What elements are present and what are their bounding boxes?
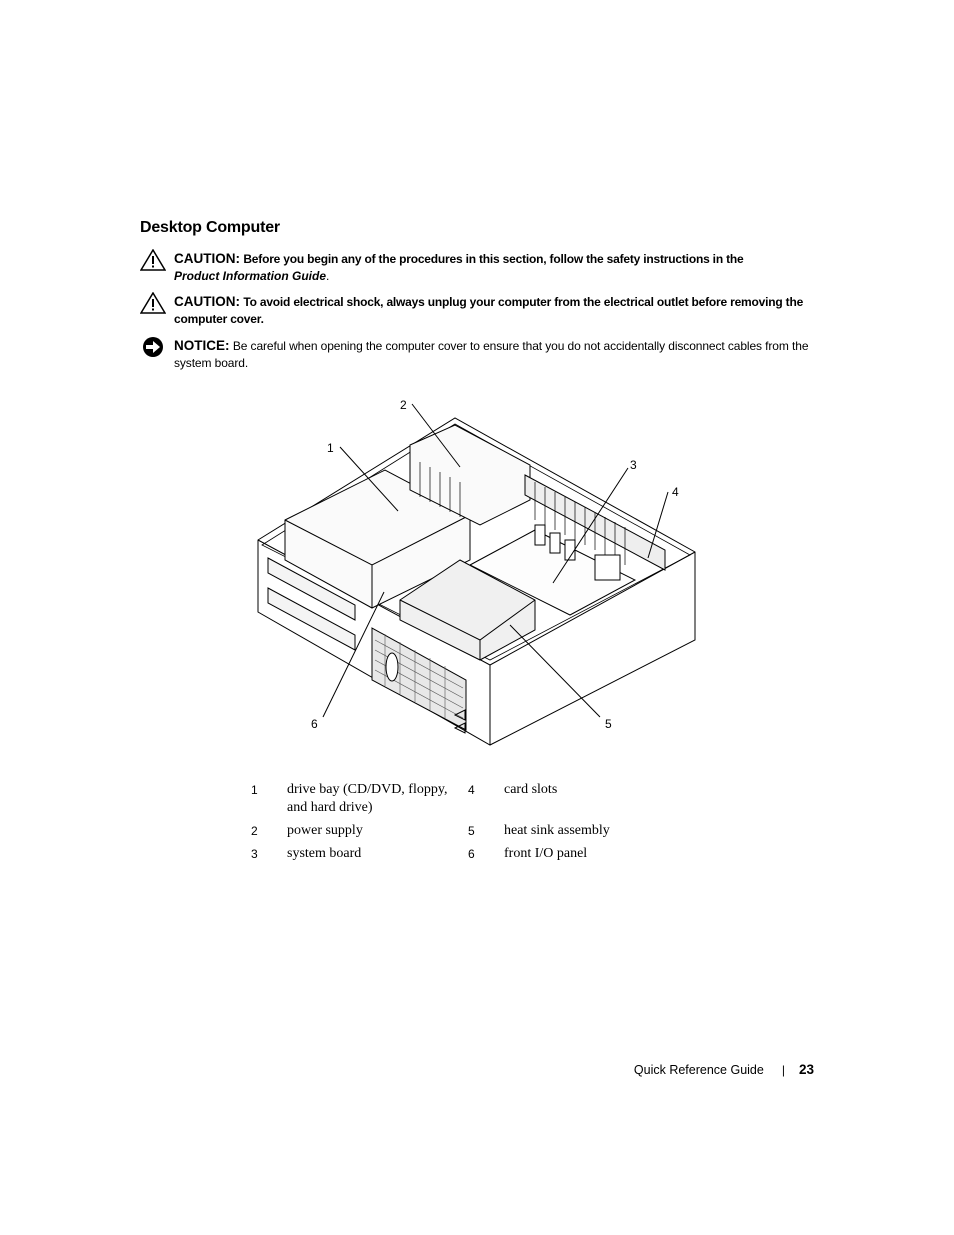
legend-label: card slots [504, 782, 558, 797]
legend-num: 1 [251, 783, 258, 797]
legend-row [248, 781, 682, 822]
caution-triangle-icon [140, 249, 166, 271]
callout-2: 2 [400, 398, 407, 412]
caution-text: To avoid electrical shock, always unplug your computer from the electrical outlet before removing the computer cover. [174, 295, 804, 326]
caution-text: Before you begin any of the procedures in this section, follow the safety instructions in the [243, 252, 744, 266]
notice-keyword: NOTICE: [174, 338, 230, 353]
notice-3 [140, 337, 820, 372]
page-footer [600, 1062, 814, 1077]
legend-label: front I/O panel [504, 846, 588, 861]
callout-4: 4 [672, 485, 679, 499]
legend-num: 5 [468, 824, 475, 838]
notice-text: Be careful when opening the computer cover to ensure that you do not accidentally disconnect cables from the system board. [174, 339, 809, 370]
legend-num: 4 [468, 783, 475, 797]
page-number: 23 [798, 1062, 814, 1077]
caution-keyword: CAUTION: [174, 294, 240, 309]
legend-num: 2 [251, 824, 258, 838]
legend-row [248, 845, 682, 868]
callout-5: 5 [605, 717, 612, 731]
callout-3: 3 [630, 458, 637, 472]
legend-label: heat sink assembly [504, 823, 610, 838]
caution-triangle-icon [140, 292, 166, 314]
legend-label: system board [287, 846, 362, 861]
caution-trailing: . [326, 269, 330, 283]
footer-separator: | [781, 1062, 785, 1077]
caution-notice-1 [140, 250, 820, 285]
callout-1: 1 [327, 441, 334, 455]
product-info-guide-ref: Product Information Guide [174, 269, 326, 283]
caution-keyword: CAUTION: [174, 251, 240, 266]
legend-num: 6 [468, 847, 475, 861]
section-title: Desktop Computer [140, 219, 280, 236]
notice-arrow-icon [140, 336, 166, 358]
legend-row [248, 822, 682, 845]
legend-label: drive bay (CD/DVD, floppy, and hard drive) [287, 782, 448, 815]
component-legend [248, 781, 682, 868]
legend-label: power supply [287, 823, 363, 838]
caution-notice-2 [140, 293, 820, 328]
desktop-computer-illustration [240, 390, 720, 770]
callout-6: 6 [311, 717, 318, 731]
guide-title: Quick Reference Guide [633, 1062, 764, 1077]
legend-num: 3 [251, 847, 258, 861]
